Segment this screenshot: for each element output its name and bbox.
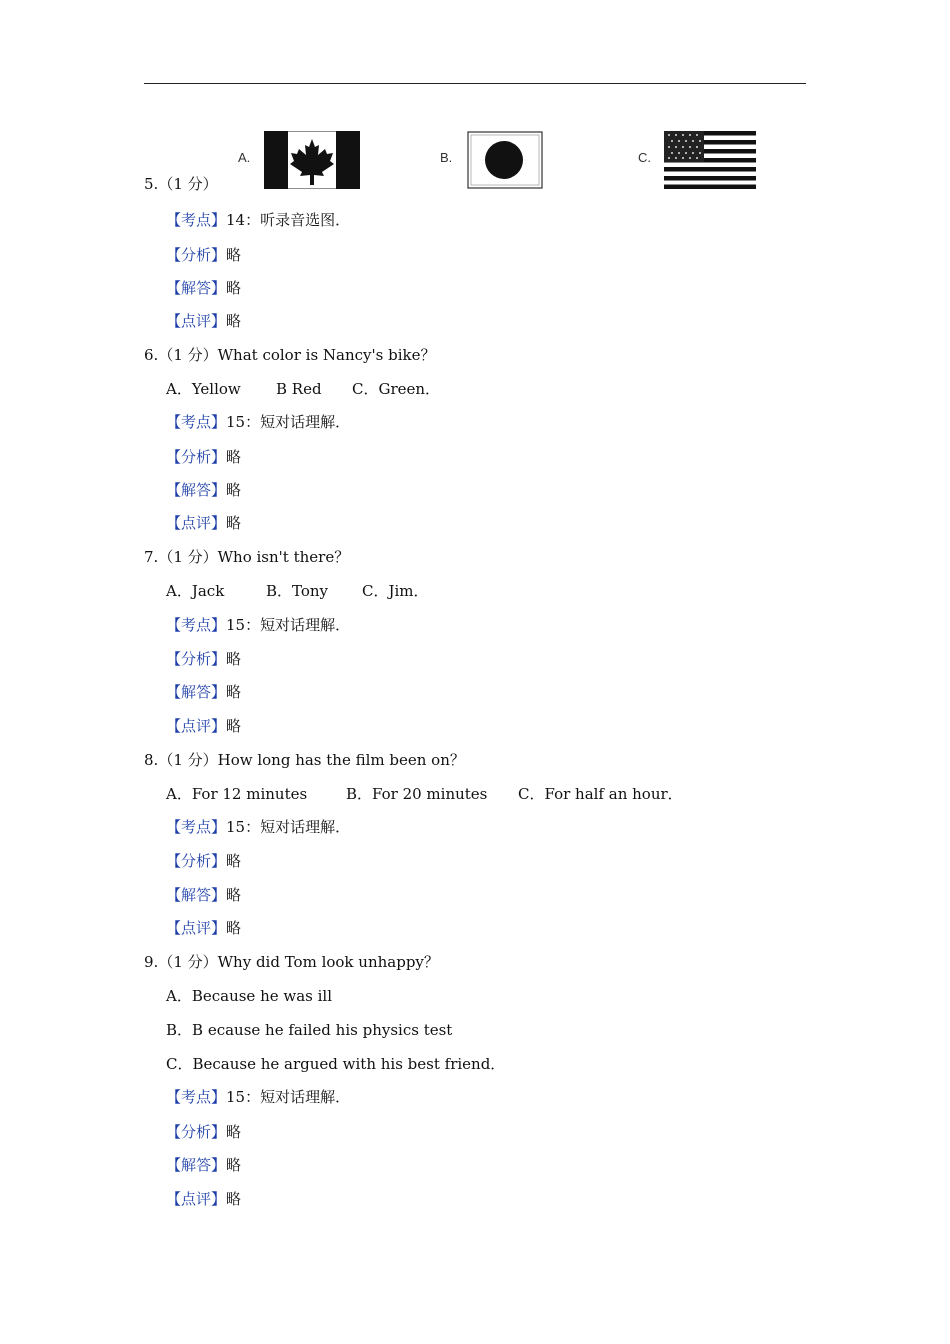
q8-number: 8.	[144, 751, 159, 769]
dianping-tag: 【点评】	[166, 717, 227, 735]
q9-option-a: A．Because he was ill	[166, 987, 333, 1005]
dianping-text: 略	[226, 514, 242, 532]
q5-jieda	[166, 278, 241, 298]
choice-c-label: C.	[638, 150, 651, 165]
q5-kaodian	[166, 210, 350, 230]
q8-option-b: B．For 20 minutes	[346, 785, 488, 803]
q9-kaodian	[166, 1087, 350, 1107]
q5-number: 5.	[144, 175, 159, 193]
jieda-text: 略	[226, 886, 242, 904]
kaodian-tag: 【考点】	[166, 413, 227, 431]
q9-score: （1 分）	[158, 953, 218, 971]
jieda-text: 略	[226, 481, 242, 499]
kaodian-tag: 【考点】	[166, 211, 227, 229]
kaodian-tag: 【考点】	[166, 1088, 227, 1106]
q6-number: 6.	[144, 346, 159, 364]
q7-kaodian	[166, 615, 350, 635]
jieda-tag: 【解答】	[166, 481, 227, 499]
q6-dianping	[166, 513, 241, 533]
dianping-tag: 【点评】	[166, 514, 227, 532]
kaodian-text: 15：短对话理解．	[226, 616, 351, 634]
fenxi-tag: 【分析】	[166, 448, 227, 466]
q8-dianping	[166, 918, 241, 938]
q9-jieda	[166, 1155, 241, 1175]
fenxi-text: 略	[226, 448, 242, 466]
q7-number: 7.	[144, 548, 159, 566]
q7-question: Who isn't there？	[217, 548, 350, 566]
q6-jieda	[166, 480, 241, 500]
kaodian-text: 15：短对话理解．	[226, 413, 351, 431]
usa-flag-icon	[664, 131, 756, 189]
choice-a-label: A.	[238, 150, 251, 165]
q6-question: What color is Nancy's bike？	[217, 346, 436, 364]
fenxi-text: 略	[226, 852, 242, 870]
fenxi-tag: 【分析】	[166, 1123, 227, 1141]
q5-fenxi	[166, 245, 241, 265]
dianping-text: 略	[226, 1190, 242, 1208]
jieda-text: 略	[226, 683, 242, 701]
q9-fenxi	[166, 1122, 241, 1142]
q6-option-a: A．Yellow	[166, 380, 241, 398]
kaodian-text: 14：听录音选图．	[226, 211, 351, 229]
dianping-tag: 【点评】	[166, 1190, 227, 1208]
kaodian-text: 15：短对话理解．	[226, 818, 351, 836]
q7-heading	[144, 547, 349, 567]
q8-kaodian	[166, 817, 350, 837]
q7-jieda	[166, 682, 241, 702]
q8-fenxi	[166, 851, 241, 871]
fenxi-tag: 【分析】	[166, 852, 227, 870]
jieda-tag: 【解答】	[166, 886, 227, 904]
q5-heading	[144, 174, 218, 194]
dianping-tag: 【点评】	[166, 312, 227, 330]
kaodian-tag: 【考点】	[166, 616, 227, 634]
fenxi-tag: 【分析】	[166, 246, 227, 264]
dianping-tag: 【点评】	[166, 919, 227, 937]
q8-jieda	[166, 885, 241, 905]
q7-fenxi	[166, 649, 241, 669]
jieda-text: 略	[226, 1156, 242, 1174]
q6-option-b: B Red	[276, 380, 322, 398]
q9-option-b: B．B ecause he failed his physics test	[166, 1021, 453, 1039]
q9-heading	[144, 952, 439, 972]
q7-option-a: A．Jack	[166, 582, 225, 600]
header-rule	[144, 83, 806, 84]
q7-score: （1 分）	[158, 548, 218, 566]
jieda-tag: 【解答】	[166, 1156, 227, 1174]
q7-dianping	[166, 716, 241, 736]
q6-kaodian	[166, 412, 350, 432]
q6-score: （1 分）	[158, 346, 218, 364]
q8-question: How long has the film been on？	[217, 751, 465, 769]
q6-heading	[144, 345, 435, 365]
japan-flag-icon	[467, 131, 543, 189]
q8-score: （1 分）	[158, 751, 218, 769]
dianping-text: 略	[226, 717, 242, 735]
q7-option-b: B．Tony	[266, 582, 329, 600]
dianping-text: 略	[226, 312, 242, 330]
q8-option-a: A．For 12 minutes	[166, 785, 308, 803]
q6-option-c: C．Green．	[352, 380, 441, 398]
q5-score: （1 分）	[158, 175, 218, 193]
q9-number: 9.	[144, 953, 159, 971]
q8-heading	[144, 750, 465, 770]
q9-dianping	[166, 1189, 241, 1209]
q5-dianping	[166, 311, 241, 331]
dianping-text: 略	[226, 919, 242, 937]
q9-option-c: C．Because he argued with his best friend．	[166, 1055, 506, 1073]
jieda-tag: 【解答】	[166, 279, 227, 297]
kaodian-text: 15：短对话理解．	[226, 1088, 351, 1106]
q9-question: Why did Tom look unhappy？	[217, 953, 439, 971]
fenxi-text: 略	[226, 1123, 242, 1141]
q6-fenxi	[166, 447, 241, 467]
fenxi-text: 略	[226, 246, 242, 264]
canada-flag-icon	[264, 131, 360, 189]
choice-b-label: B.	[440, 150, 453, 165]
jieda-text: 略	[226, 279, 242, 297]
kaodian-tag: 【考点】	[166, 818, 227, 836]
fenxi-text: 略	[226, 650, 242, 668]
fenxi-tag: 【分析】	[166, 650, 227, 668]
jieda-tag: 【解答】	[166, 683, 227, 701]
q7-option-c: C．Jim．	[362, 582, 429, 600]
q8-option-c: C．For half an hour．	[518, 785, 683, 803]
